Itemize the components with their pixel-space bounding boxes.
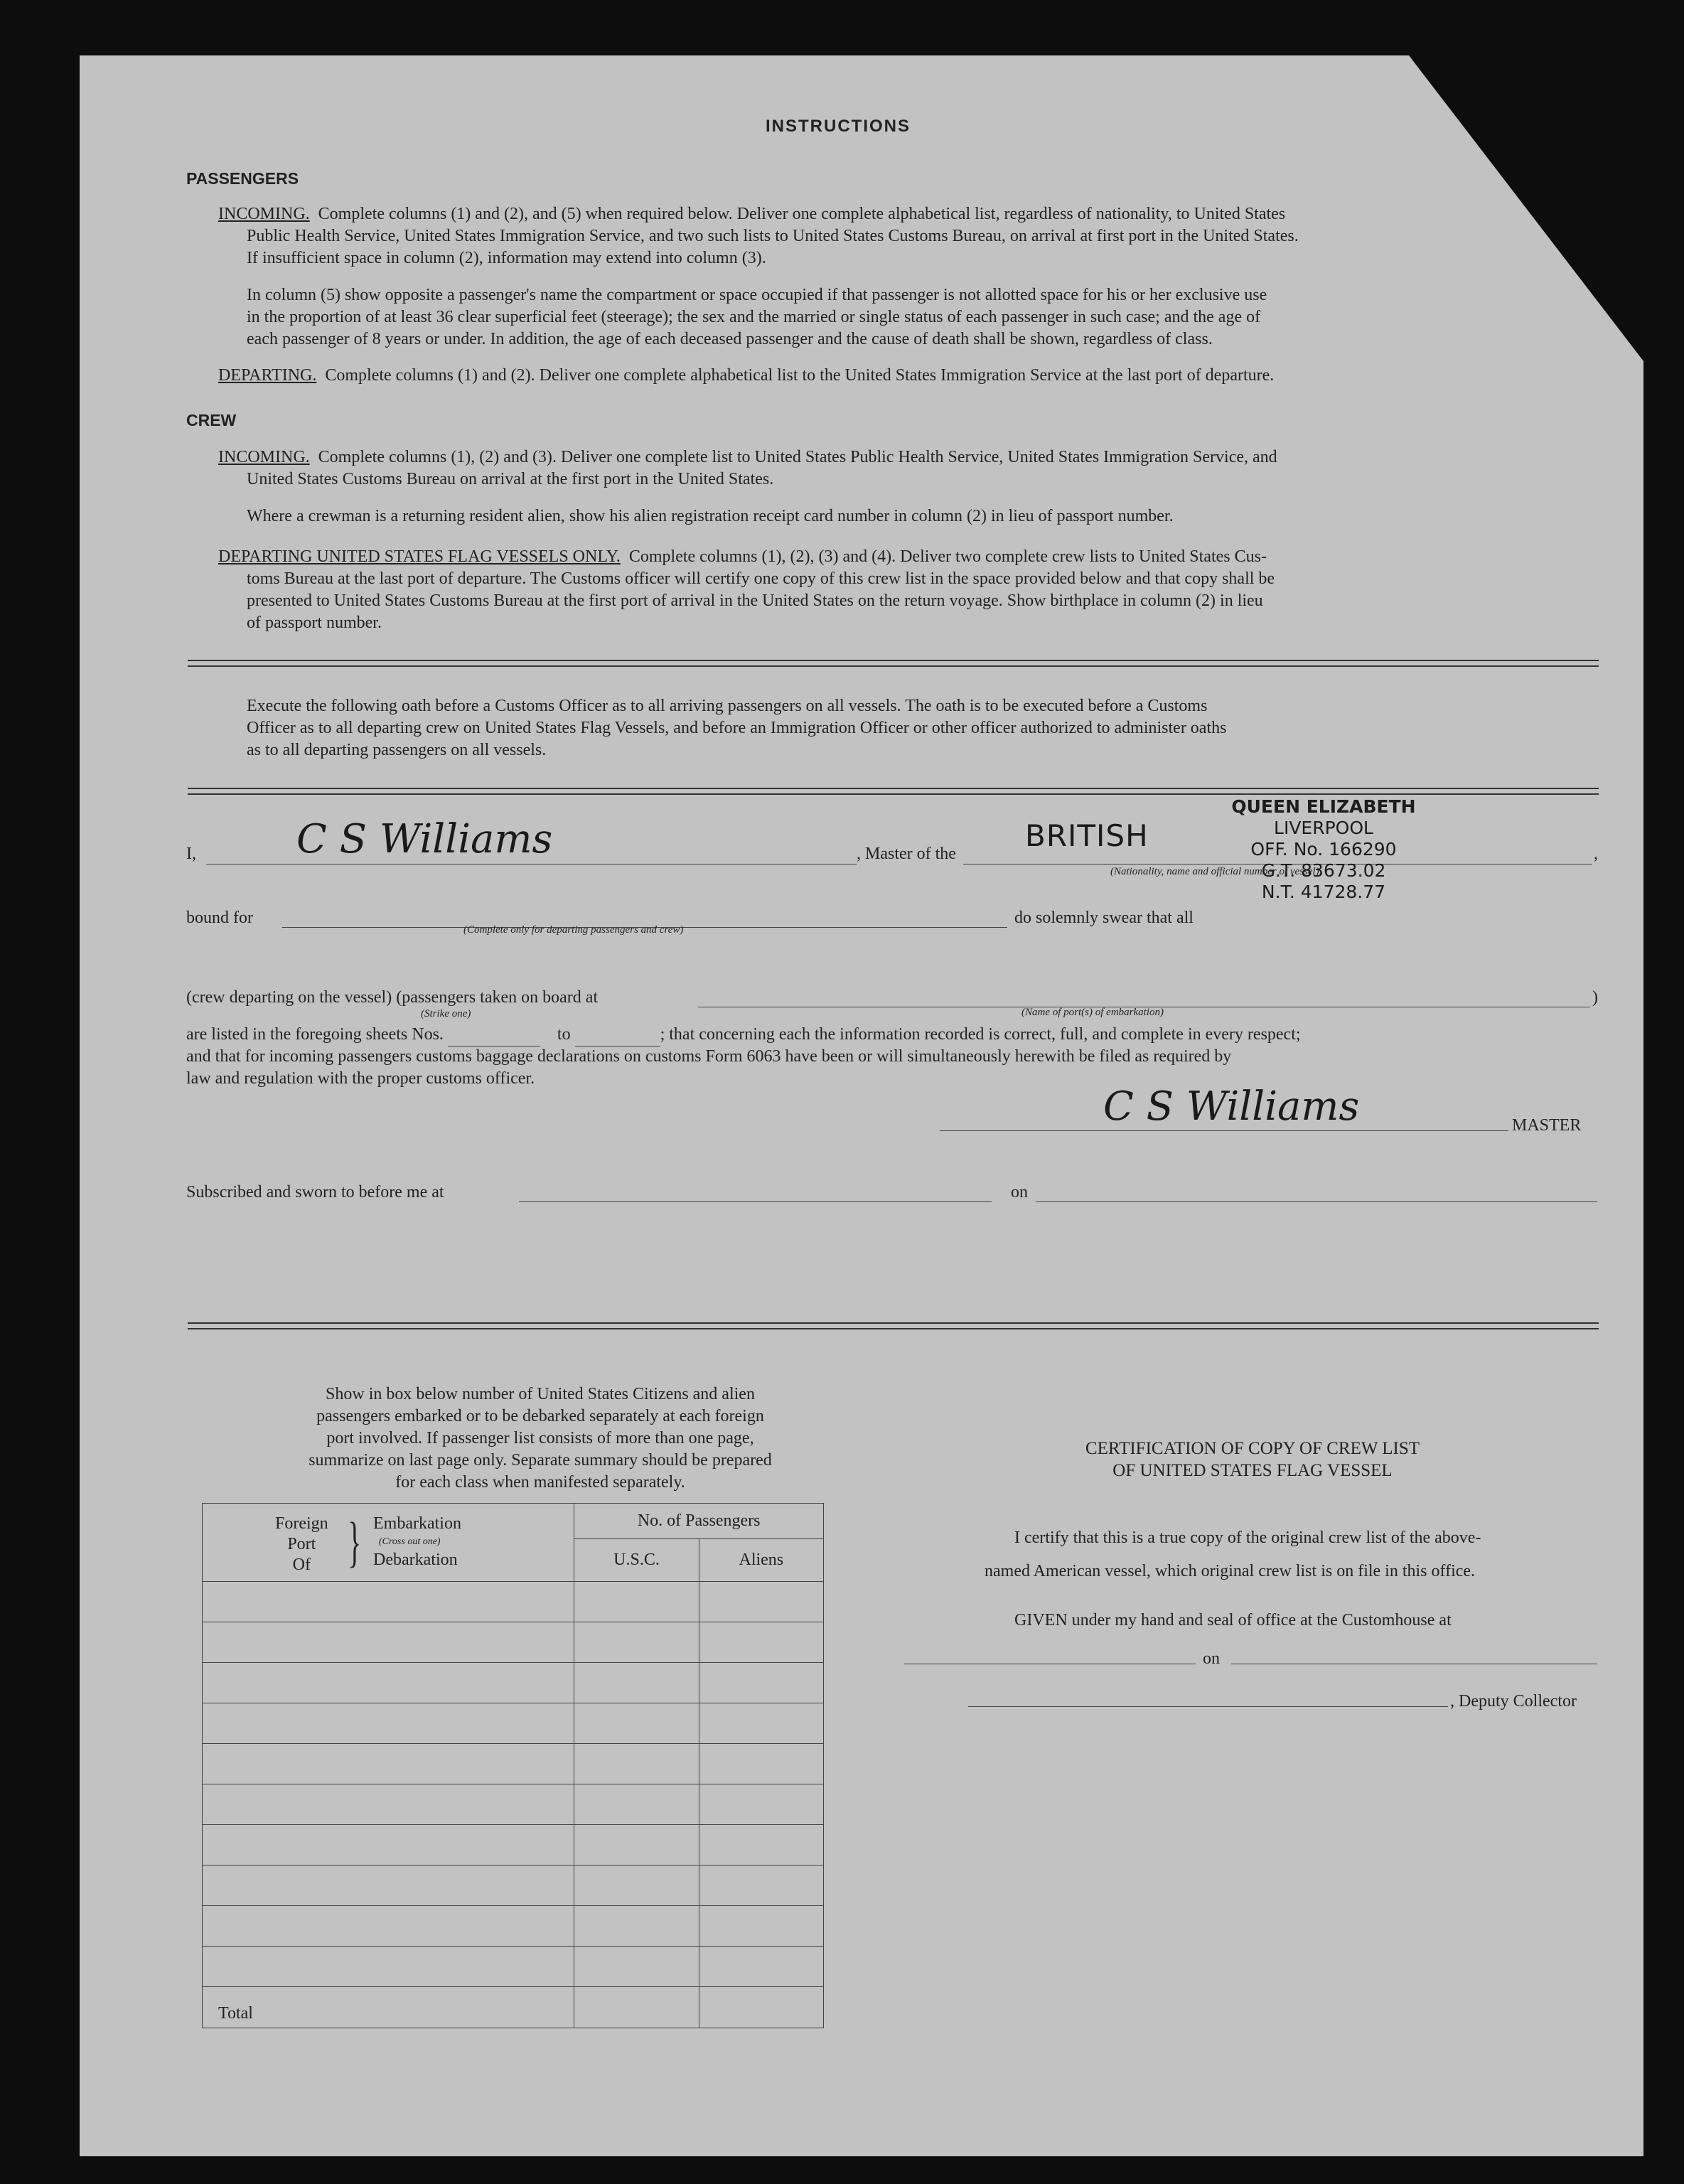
total-usc-cell	[574, 1987, 699, 2028]
crew-incoming-block	[218, 446, 1569, 491]
crew-departing-line: toms Bureau at the last port of departure. The Customs officer will certify one copy of this crew list in the space provided below and that copy shall be	[247, 569, 1275, 588]
master-of-label: , Master of the	[857, 845, 956, 863]
total-aliens-cell	[699, 1987, 823, 2028]
passengers-column5-block	[247, 284, 1569, 350]
deputy-signature-line	[968, 1706, 1448, 1707]
signature-line	[940, 1130, 1508, 1131]
master-label: MASTER	[1512, 1116, 1582, 1135]
foreign-port-of	[275, 1514, 328, 1575]
crew-departing-line: Complete columns (1), (2), (3) and (4). Deliver two complete crew lists to United States Cus-	[628, 547, 1267, 566]
subscribed-on-label: on	[1011, 1183, 1028, 1201]
sheets-rest: ; that concerning each the information recorded is correct, full, and complete in every respect;	[660, 1025, 1301, 1044]
crew-departing-text: (crew departing on the vessel) (passengers taken on board at	[186, 988, 599, 1007]
cross-out-label: (Cross out one)	[379, 1536, 441, 1547]
table-cell	[203, 1663, 574, 1703]
table-cell	[574, 1866, 699, 1906]
oath-i-label: I,	[186, 845, 196, 863]
deputy-collector-label: , Deputy Collector	[1450, 1692, 1577, 1711]
passengers-incoming-line: Complete columns (1) and (2), and (5) when required below. Deliver one complete alphabetical list, regardless of nationality, to United States	[318, 205, 1286, 223]
sheets-label: are listed in the foregoing sheets Nos.	[186, 1025, 444, 1044]
stamp-line: LIVERPOOL	[1274, 818, 1373, 838]
table-cell	[699, 1906, 823, 1947]
certification-on-label: on	[1203, 1649, 1220, 1668]
crew-departing-block	[218, 546, 1569, 634]
table-cell	[203, 1906, 574, 1947]
certification-line: named American vessel, which original crew list is on file in this office.	[985, 1562, 1476, 1580]
passengers-incoming-label: INCOMING.	[218, 205, 310, 223]
stamp-line: OFF. No. 166290	[1250, 839, 1397, 860]
num-passengers-header: No. of Passengers	[574, 1504, 824, 1539]
divider	[188, 665, 1599, 667]
divider	[188, 1328, 1599, 1329]
passenger-summary-table	[202, 1503, 824, 2028]
sheets-to-field	[575, 1024, 660, 1046]
oath-instruction-line: Officer as to all departing crew on United States Flag Vessels, and before an Immigration Officer or other officer authorized to administer oaths	[247, 719, 1227, 737]
usc-header: U.S.C.	[574, 1539, 699, 1582]
table-cell	[574, 1906, 699, 1947]
passengers-departing-line	[218, 365, 1569, 387]
summary-instructions	[185, 1383, 896, 1494]
nationality-value: BRITISH	[1025, 818, 1149, 853]
divider	[188, 1322, 1599, 1324]
brace: }	[348, 1511, 362, 1573]
table-cell	[699, 1582, 823, 1622]
passengers-departing-text: Complete columns (1) and (2). Deliver one complete alphabetical list to the United States Immigration Service at the last port of departure.	[325, 366, 1275, 385]
crew-departing-label: DEPARTING UNITED STATES FLAG VESSELS ONLY.	[218, 547, 621, 566]
table-cell	[574, 1784, 699, 1825]
given-text: GIVEN under my hand and seal of office at the Customhouse at	[1014, 1611, 1452, 1629]
summary-instruction-line: passengers embarked or to be debarked separately at each foreign	[316, 1407, 764, 1425]
close-paren: )	[1592, 988, 1598, 1007]
certification-title-line: OF UNITED STATES FLAG VESSEL	[1112, 1461, 1393, 1480]
crew-incoming-label: INCOMING.	[218, 448, 310, 466]
summary-instruction-line: for each class when manifested separately.	[395, 1473, 685, 1492]
oath-instruction-line: as to all departing passengers on all vessels.	[247, 741, 547, 759]
crew-resident-text: Where a crewman is a returning resident alien, show his alien registration receipt card number in column (2) in lieu of passport number.	[247, 507, 1174, 525]
bound-for-caption: (Complete only for departing passengers and crew)	[463, 924, 684, 936]
certification-title	[950, 1438, 1555, 1482]
to-label: to	[557, 1025, 571, 1044]
table-cell	[203, 1866, 574, 1906]
summary-instruction-line: Show in box below number of United States Citizens and alien	[326, 1385, 755, 1403]
total-label: Total	[203, 1987, 574, 2028]
passengers-incoming-block	[218, 203, 1555, 269]
table-cell	[203, 1825, 574, 1866]
master-signature: C S Williams	[1103, 1083, 1360, 1130]
certification-line: I certify that this is a true copy of the original crew list of the above-	[1014, 1529, 1481, 1547]
subscribed-place-line	[519, 1201, 992, 1202]
port-header-cell	[203, 1504, 574, 1582]
table-cell	[699, 1784, 823, 1825]
divider	[188, 793, 1599, 795]
table-cell	[203, 1784, 574, 1825]
document-page	[80, 55, 1643, 2156]
aliens-header: Aliens	[699, 1539, 823, 1582]
embarkation-label: Embarkation	[373, 1514, 461, 1533]
nationality-caption: (Nationality, name and official number of vessel)	[1110, 866, 1319, 877]
summary-instruction-line: summarize on last page only. Separate summary should be prepared	[309, 1451, 772, 1470]
table-cell	[574, 1947, 699, 1987]
table-cell	[203, 1622, 574, 1663]
crew-heading: CREW	[186, 411, 237, 429]
bound-for-label: bound for	[186, 909, 253, 927]
port-label: Port	[287, 1535, 316, 1553]
oath-line-2: and that for incoming passengers customs baggage declarations on customs Form 6063 have been or will simultaneously herewith be filed as required by	[186, 1047, 1232, 1066]
stamp-line: QUEEN ELIZABETH	[1231, 796, 1416, 817]
crew-departing-line: presented to United States Customs Bureau at the first port of arrival in the United States on the return voyage. Show birthplace in column (2) in lieu	[247, 592, 1263, 610]
debarkation-label: Debarkation	[373, 1551, 458, 1569]
certification-title-line: CERTIFICATION OF COPY OF CREW LIST	[1085, 1439, 1420, 1458]
table-cell	[574, 1703, 699, 1744]
oath-instruction-line: Execute the following oath before a Customs Officer as to all arriving passengers on all vessels. The oath is to be executed before a Customs	[247, 697, 1208, 715]
table-cell	[699, 1866, 823, 1906]
embark-labels	[373, 1514, 461, 1570]
ports-caption: (Name of port(s) of embarkation)	[1021, 1007, 1164, 1018]
table-cell	[574, 1825, 699, 1866]
oath-instructions	[247, 695, 1540, 761]
master-name-signature: C S Williams	[296, 816, 553, 862]
comma: ,	[1594, 845, 1598, 863]
table-cell	[574, 1582, 699, 1622]
table-cell	[203, 1744, 574, 1784]
divider	[188, 788, 1599, 789]
swear-text: do solemnly swear that all	[1014, 909, 1194, 927]
column5-line: each passenger of 8 years or under. In addition, the age of each deceased passenger and the cause of death shall be shown, regardless of class.	[247, 330, 1213, 348]
passengers-heading: PASSENGERS	[186, 169, 299, 188]
table-cell	[699, 1947, 823, 1987]
vessel-stamp	[1217, 796, 1430, 903]
foreign-label: Foreign	[275, 1514, 328, 1533]
column5-line: In column (5) show opposite a passenger's name the compartment or space occupied if that passenger is not allotted space for his or her exclusive use	[247, 286, 1267, 304]
certification-text	[929, 1527, 1604, 1583]
subscribed-label: Subscribed and sworn to before me at	[186, 1183, 444, 1201]
stamp-line: N.T. 41728.77	[1261, 882, 1386, 902]
stamp-line: G.T. 83673.02	[1261, 860, 1386, 881]
table-cell	[699, 1825, 823, 1866]
passengers-incoming-line: If insufficient space in column (2), information may extend into column (3).	[247, 249, 766, 267]
table-cell	[574, 1744, 699, 1784]
table-cell	[574, 1663, 699, 1703]
table-cell	[699, 1622, 823, 1663]
table-cell	[699, 1663, 823, 1703]
strike-caption: (Strike one)	[421, 1008, 471, 1019]
sheets-line	[186, 1024, 1608, 1046]
table-cell	[574, 1622, 699, 1663]
table-cell	[699, 1703, 823, 1744]
crew-incoming-line: Complete columns (1), (2) and (3). Deliver one complete list to United States Public Health Service, United States Immigration Service, and	[318, 448, 1277, 466]
oath-line-3: law and regulation with the proper customs officer.	[186, 1069, 535, 1088]
table-cell	[699, 1744, 823, 1784]
column5-line: in the proportion of at least 36 clear superficial feet (steerage); the sex and the married or single status of each passenger in such case; and the age of	[247, 308, 1261, 326]
subscribed-date-line	[1036, 1201, 1597, 1202]
table-cell	[203, 1582, 574, 1622]
divider	[188, 660, 1599, 661]
passengers-departing-label: DEPARTING.	[218, 366, 317, 385]
table-cell	[203, 1947, 574, 1987]
table-cell	[203, 1703, 574, 1744]
page-title: INSTRUCTIONS	[766, 117, 911, 136]
of-label: Of	[292, 1556, 311, 1574]
crew-departing-line: of passport number.	[247, 614, 382, 632]
summary-instruction-line: port involved. If passenger list consists of more than one page,	[326, 1429, 754, 1447]
sheets-from-field	[448, 1024, 540, 1046]
passengers-incoming-line: Public Health Service, United States Immigration Service, and two such lists to United States Customs Bureau, on arrival at first port in the United States.	[247, 227, 1299, 245]
crew-incoming-line: United States Customs Bureau on arrival at the first port in the United States.	[247, 470, 774, 488]
